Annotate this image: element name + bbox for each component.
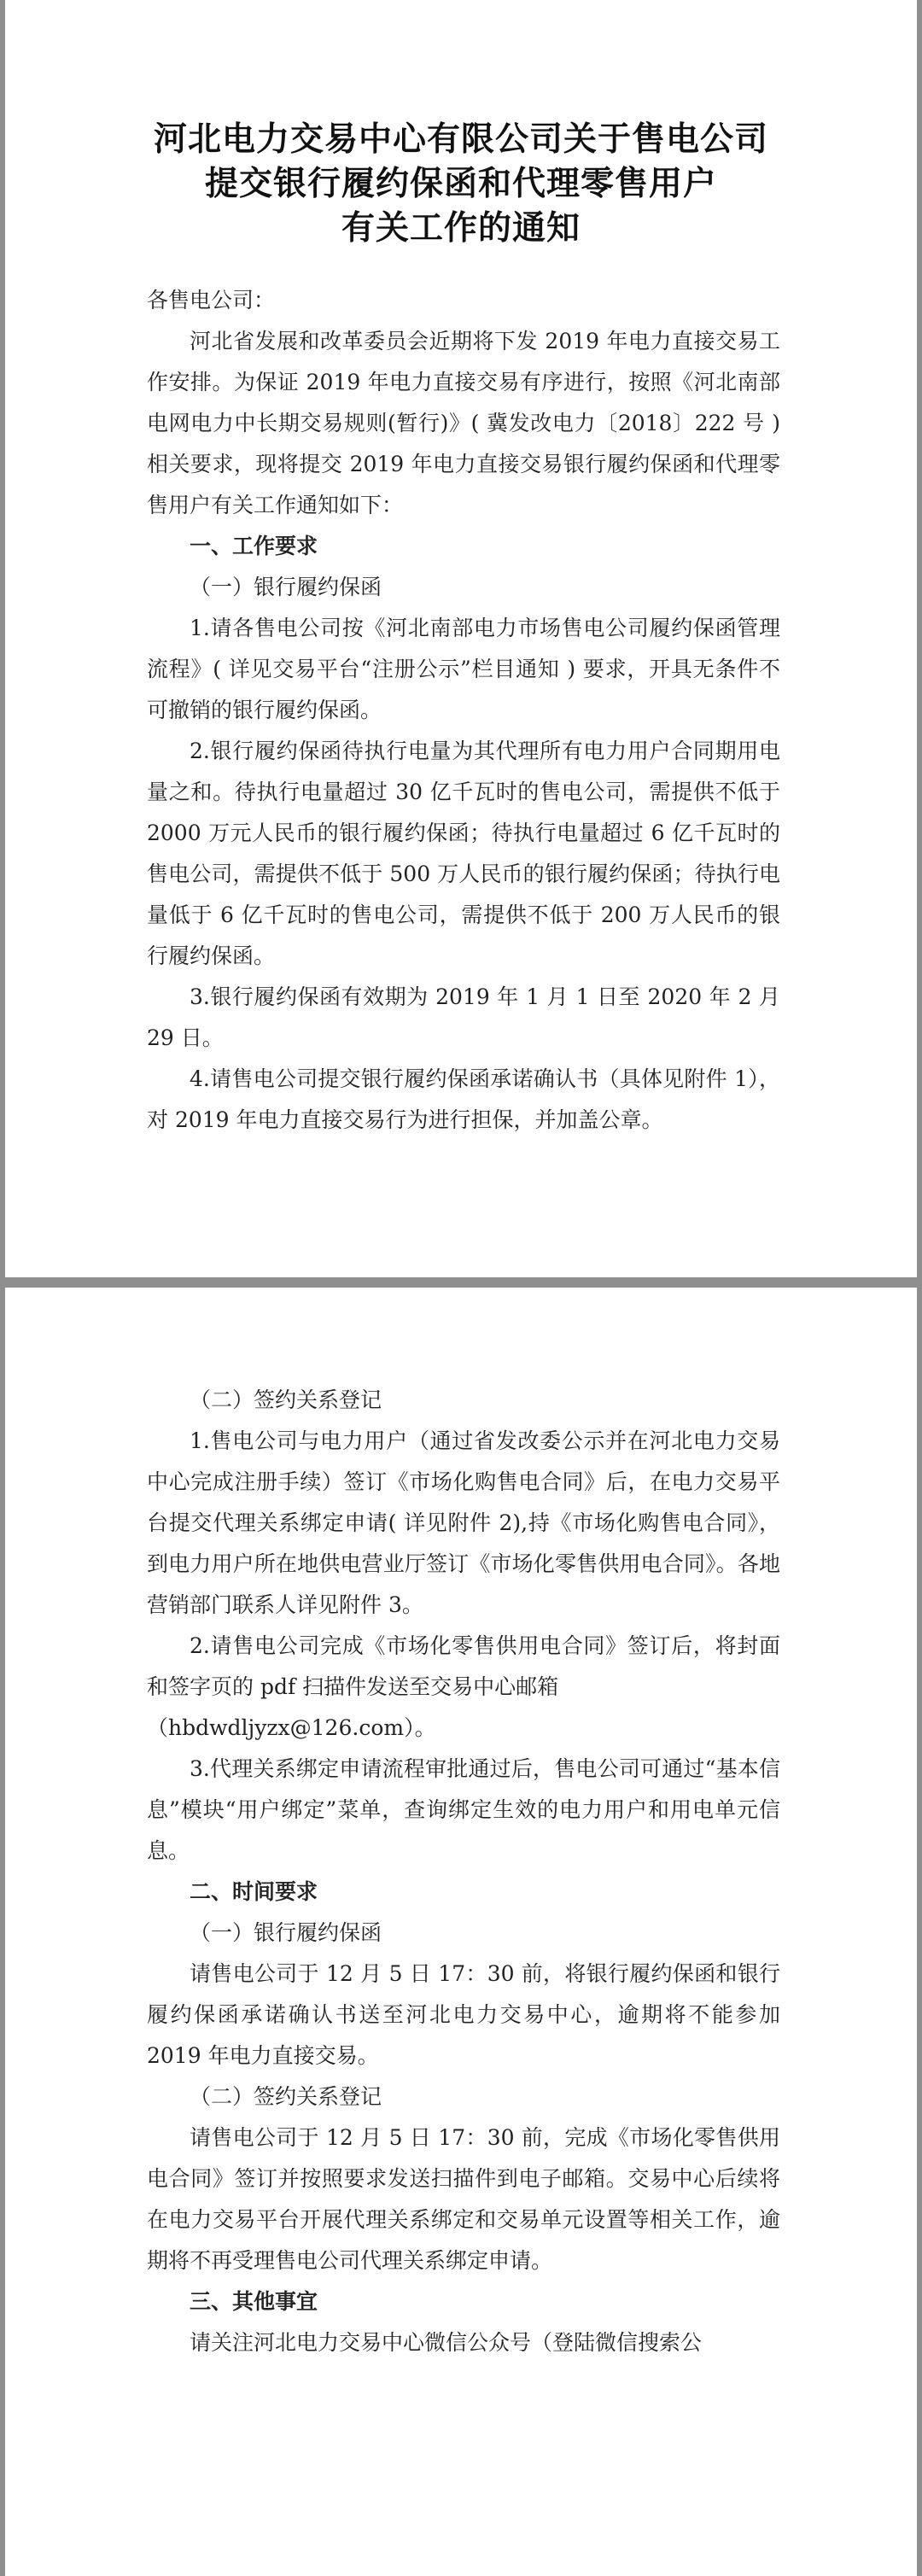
list-item: 3.代理关系绑定申请流程审批通过后，售电公司可通过“基本信息”模块“用户绑定”菜单，查询绑定生效的电力用户和用电单元信息。 xyxy=(147,1756,780,1863)
section-heading: 三、其他事宜 xyxy=(190,2289,318,2314)
list-item: 2.请售电公司完成《市场化零售供用电合同》签订后，将封面和签字页的 pdf 扫描件发送至交易中心邮箱 xyxy=(147,1633,780,1699)
email-address: （hbdwdljyzx@126.com）。 xyxy=(147,1715,436,1740)
subsection-heading: （一）银行履约保函 xyxy=(190,575,382,599)
subsection-heading: （二）签约关系登记 xyxy=(190,1387,382,1412)
title-line: 提交银行履约保函和代理零售用户 xyxy=(204,165,717,203)
document-body-page-2 xyxy=(147,1380,780,2363)
section-heading: 一、工作要求 xyxy=(190,534,318,558)
subsection-heading: （一）银行履约保函 xyxy=(190,1920,382,1945)
section-heading: 二、时间要求 xyxy=(190,1879,318,1904)
subsection-heading: （二）签约关系登记 xyxy=(190,2084,382,2109)
document-title xyxy=(5,118,917,251)
list-item: 2.银行履约保函待执行电量为其代理所有电力用户合同期用电量之和。待执行电量超过 30 亿千瓦时的售电公司，需提供不低于 2000 万元人民币的银行履约保函；待执行电量超过 6 亿千瓦时的售电公司，需提供不低于 500 万人民币的银行履约保函；待执行电量低于 6 亿千瓦时的售电公司，需提供不低于 200 万人民币的银行履约保函。 xyxy=(147,739,780,968)
title-line: 有关工作的通知 xyxy=(341,209,581,248)
paragraph: 请关注河北电力交易中心微信公众号（登陆微信搜索公 xyxy=(190,2330,703,2355)
title-line: 河北电力交易中心有限公司关于售电公司 xyxy=(153,120,768,159)
list-item: 3.银行履约保函有效期为 2019 年 1 月 1 日至 2020 年 2 月 29 日。 xyxy=(147,984,780,1050)
paragraph: 请售电公司于 12 月 5 日 17：30 前，完成《市场化零售供用电合同》签订并按照要求发送扫描件到电子邮箱。交易中心后续将在电力交易平台开展代理关系绑定和交易单元设置等相关工作，逾期将不再受理售电公司代理关系绑定申请。 xyxy=(147,2125,780,2273)
intro-paragraph: 河北省发展和改革委员会近期将下发 2019 年电力直接交易工作安排。为保证 2019 年电力直接交易有序进行，按照《河北南部电网电力中长期交易规则(暂行)》( 冀发改电力〔2018〕222 号 ) 相关要求，现将提交 2019 年电力直接交易银行履约保函和代理零售用户有关工作通知如下： xyxy=(147,329,780,517)
list-item: 1.售电公司与电力用户（通过省发改委公示并在河北电力交易中心完成注册手续）签订《市场化购售电合同》后，在电力交易平台提交代理关系绑定申请( 详见附件 2),持《市场化购售电合同》，到电力用户所在地供电营业厅签订《市场化零售供用电合同》。各地营销部门联系人详见附件 3。 xyxy=(147,1428,780,1617)
salutation: 各售电公司： xyxy=(147,288,276,313)
paragraph: 请售电公司于 12 月 5 日 17：30 前，将银行履约保函和银行履约保函承诺确认书送至河北电力交易中心，逾期将不能参加 2019 年电力直接交易。 xyxy=(147,1961,780,2068)
list-item: 4.请售电公司提交银行履约保函承诺确认书（具体见附件 1），对 2019 年电力直接交易行为进行担保，并加盖公章。 xyxy=(147,1066,780,1132)
document-page-2 xyxy=(5,1288,917,2576)
document-page-1 xyxy=(5,0,917,1277)
list-item: 1.请各售电公司按《河北南部电力市场售电公司履约保函管理流程》( 详见交易平台“注册公示”栏目通知 ) 要求，开具无条件不可撤销的银行履约保函。 xyxy=(147,616,780,722)
document-body-page-1 xyxy=(147,280,780,1141)
